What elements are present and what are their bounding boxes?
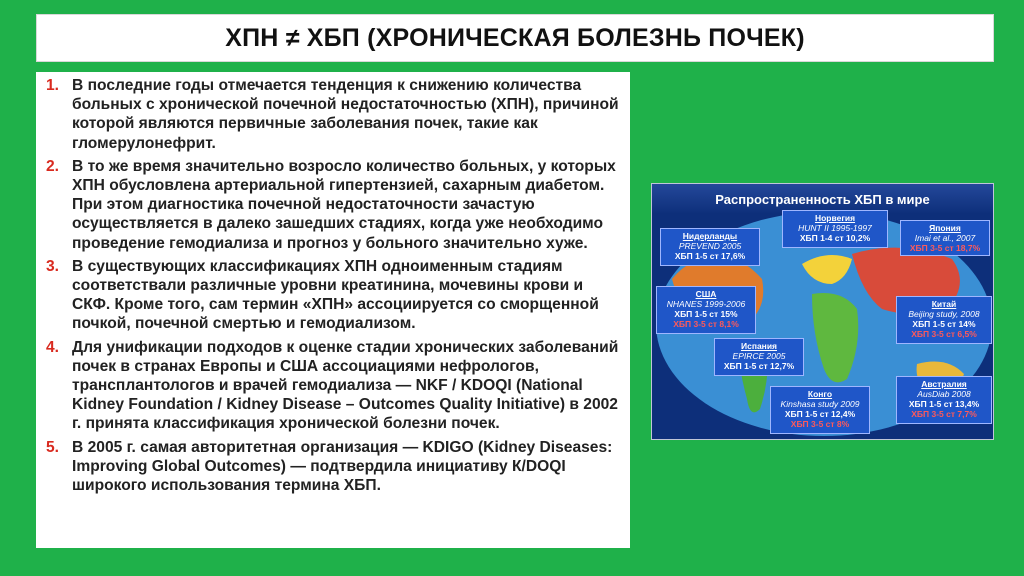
list-number: 1. [46, 77, 60, 94]
callout-spain [714, 338, 804, 376]
callout-study: PREVEND 2005 [678, 241, 742, 251]
callout-value: ХБП 3-5 ст 8,1% [673, 319, 739, 329]
callout-japan [900, 220, 990, 256]
callout-country: Конго [807, 389, 833, 399]
callout-country: Австралия [921, 379, 967, 389]
callout-value: ХБП 3-5 ст 7,7% [911, 409, 977, 419]
callout-usa [656, 286, 756, 334]
callout-china [896, 296, 992, 344]
list-item-text: В последние годы отмечается тенденция к снижению количества больных с хронической почечной недостаточностью (ХПН), причиной которой являются первичные заболевания почек, такие как гломерулонефрит. [72, 77, 619, 152]
callout-study: Kinshasa study 2009 [780, 399, 860, 409]
map-title: Распространенность ХБП в мире [652, 184, 993, 214]
callout-value: ХБП 1-5 ст 13,4% [908, 399, 980, 409]
callout-country: Нидерланды [682, 231, 738, 241]
numbered-list [44, 76, 622, 495]
callout-australia [896, 376, 992, 424]
callout-country: Испания [740, 341, 778, 351]
text-panel [36, 72, 630, 548]
list-item [44, 438, 622, 496]
callout-netherlands [660, 228, 760, 266]
callout-value: ХБП 3-5 ст 8% [790, 419, 850, 429]
list-number: 4. [46, 338, 60, 356]
list-item [44, 338, 622, 434]
list-item-text: Для унификации подходов к оценке стадии хронических заболеваний почек в странах Европы и США ассоциациями нефрологов, трансплантологов и врачей гемодиализа — NKF / KDOQI (National Kidney Foundation / Kidney Disease – Outcomes Quality Initiative) в 2002 г. принята классификация хронической болезни почек. [72, 338, 619, 433]
callout-value: ХБП 1-4 ст 10,2% [799, 233, 871, 243]
callout-value: ХБП 1-5 ст 17,6% [674, 251, 746, 261]
callout-value: ХБП 3-5 ст 18,7% [909, 243, 981, 253]
world-map-figure [651, 183, 994, 440]
callout-country: Норвегия [814, 213, 856, 223]
callout-study: EPIRCE 2005 [732, 351, 786, 361]
callout-value: ХБП 1-5 ст 15% [674, 309, 738, 319]
list-item [44, 157, 622, 253]
callout-study: HUNT II 1995-1997 [798, 223, 872, 233]
callout-study: Imai et al., 2007 [914, 233, 976, 243]
list-item [44, 76, 622, 153]
list-item-text: В то же время значительно возросло количество больных, у которых ХПН обусловлена артериальной гипертензией, сахарным диабетом. При этом диагностика почечной недостаточности зачастую осуществляется в далеко зашедших стадиях, когда уже необходимо проведение гемодиализа и прогноз у больного значительно хуже. [72, 157, 616, 252]
callout-country: Япония [929, 223, 961, 233]
callout-study: Beijing study, 2008 [908, 309, 980, 319]
callout-value: ХБП 3-5 ст 6,5% [911, 329, 977, 339]
callout-norway [782, 210, 888, 248]
page-title: ХПН ≠ ХБП (ХРОНИЧЕСКАЯ БОЛЕЗНЬ ПОЧЕК) [225, 23, 805, 52]
list-number: 5. [46, 438, 60, 456]
title-bar [36, 14, 994, 62]
list-number: 3. [46, 257, 60, 275]
callout-value: ХБП 1-5 ст 12,7% [723, 361, 795, 371]
list-item [44, 257, 622, 334]
list-number: 2. [46, 157, 60, 175]
callout-congo [770, 386, 870, 434]
callout-value: ХБП 1-5 ст 14% [912, 319, 976, 329]
callout-country: Китай [931, 299, 957, 309]
callout-country: США [695, 289, 717, 299]
list-item-text: В 2005 г. самая авторитетная организация — KDIGO (Kidney Diseases: Improving Global Outcomes) — подтвердила инициативу К/DOQI широкого использования термина ХБП. [72, 438, 613, 495]
callout-study: NHANES 1999-2006 [666, 299, 746, 309]
list-item-text: В существующих классификациях ХПН одноименным стадиям соответствали различные уровни креатинина, мочевины крови и СКФ. Кроме того, сам термин «ХПН» ассоциируется со сморщенной почкой, почечной смертью и гемодиализом. [72, 257, 599, 333]
callout-study: AusDiab 2008 [917, 389, 971, 399]
callout-value: ХБП 1-5 ст 12,4% [784, 409, 856, 419]
